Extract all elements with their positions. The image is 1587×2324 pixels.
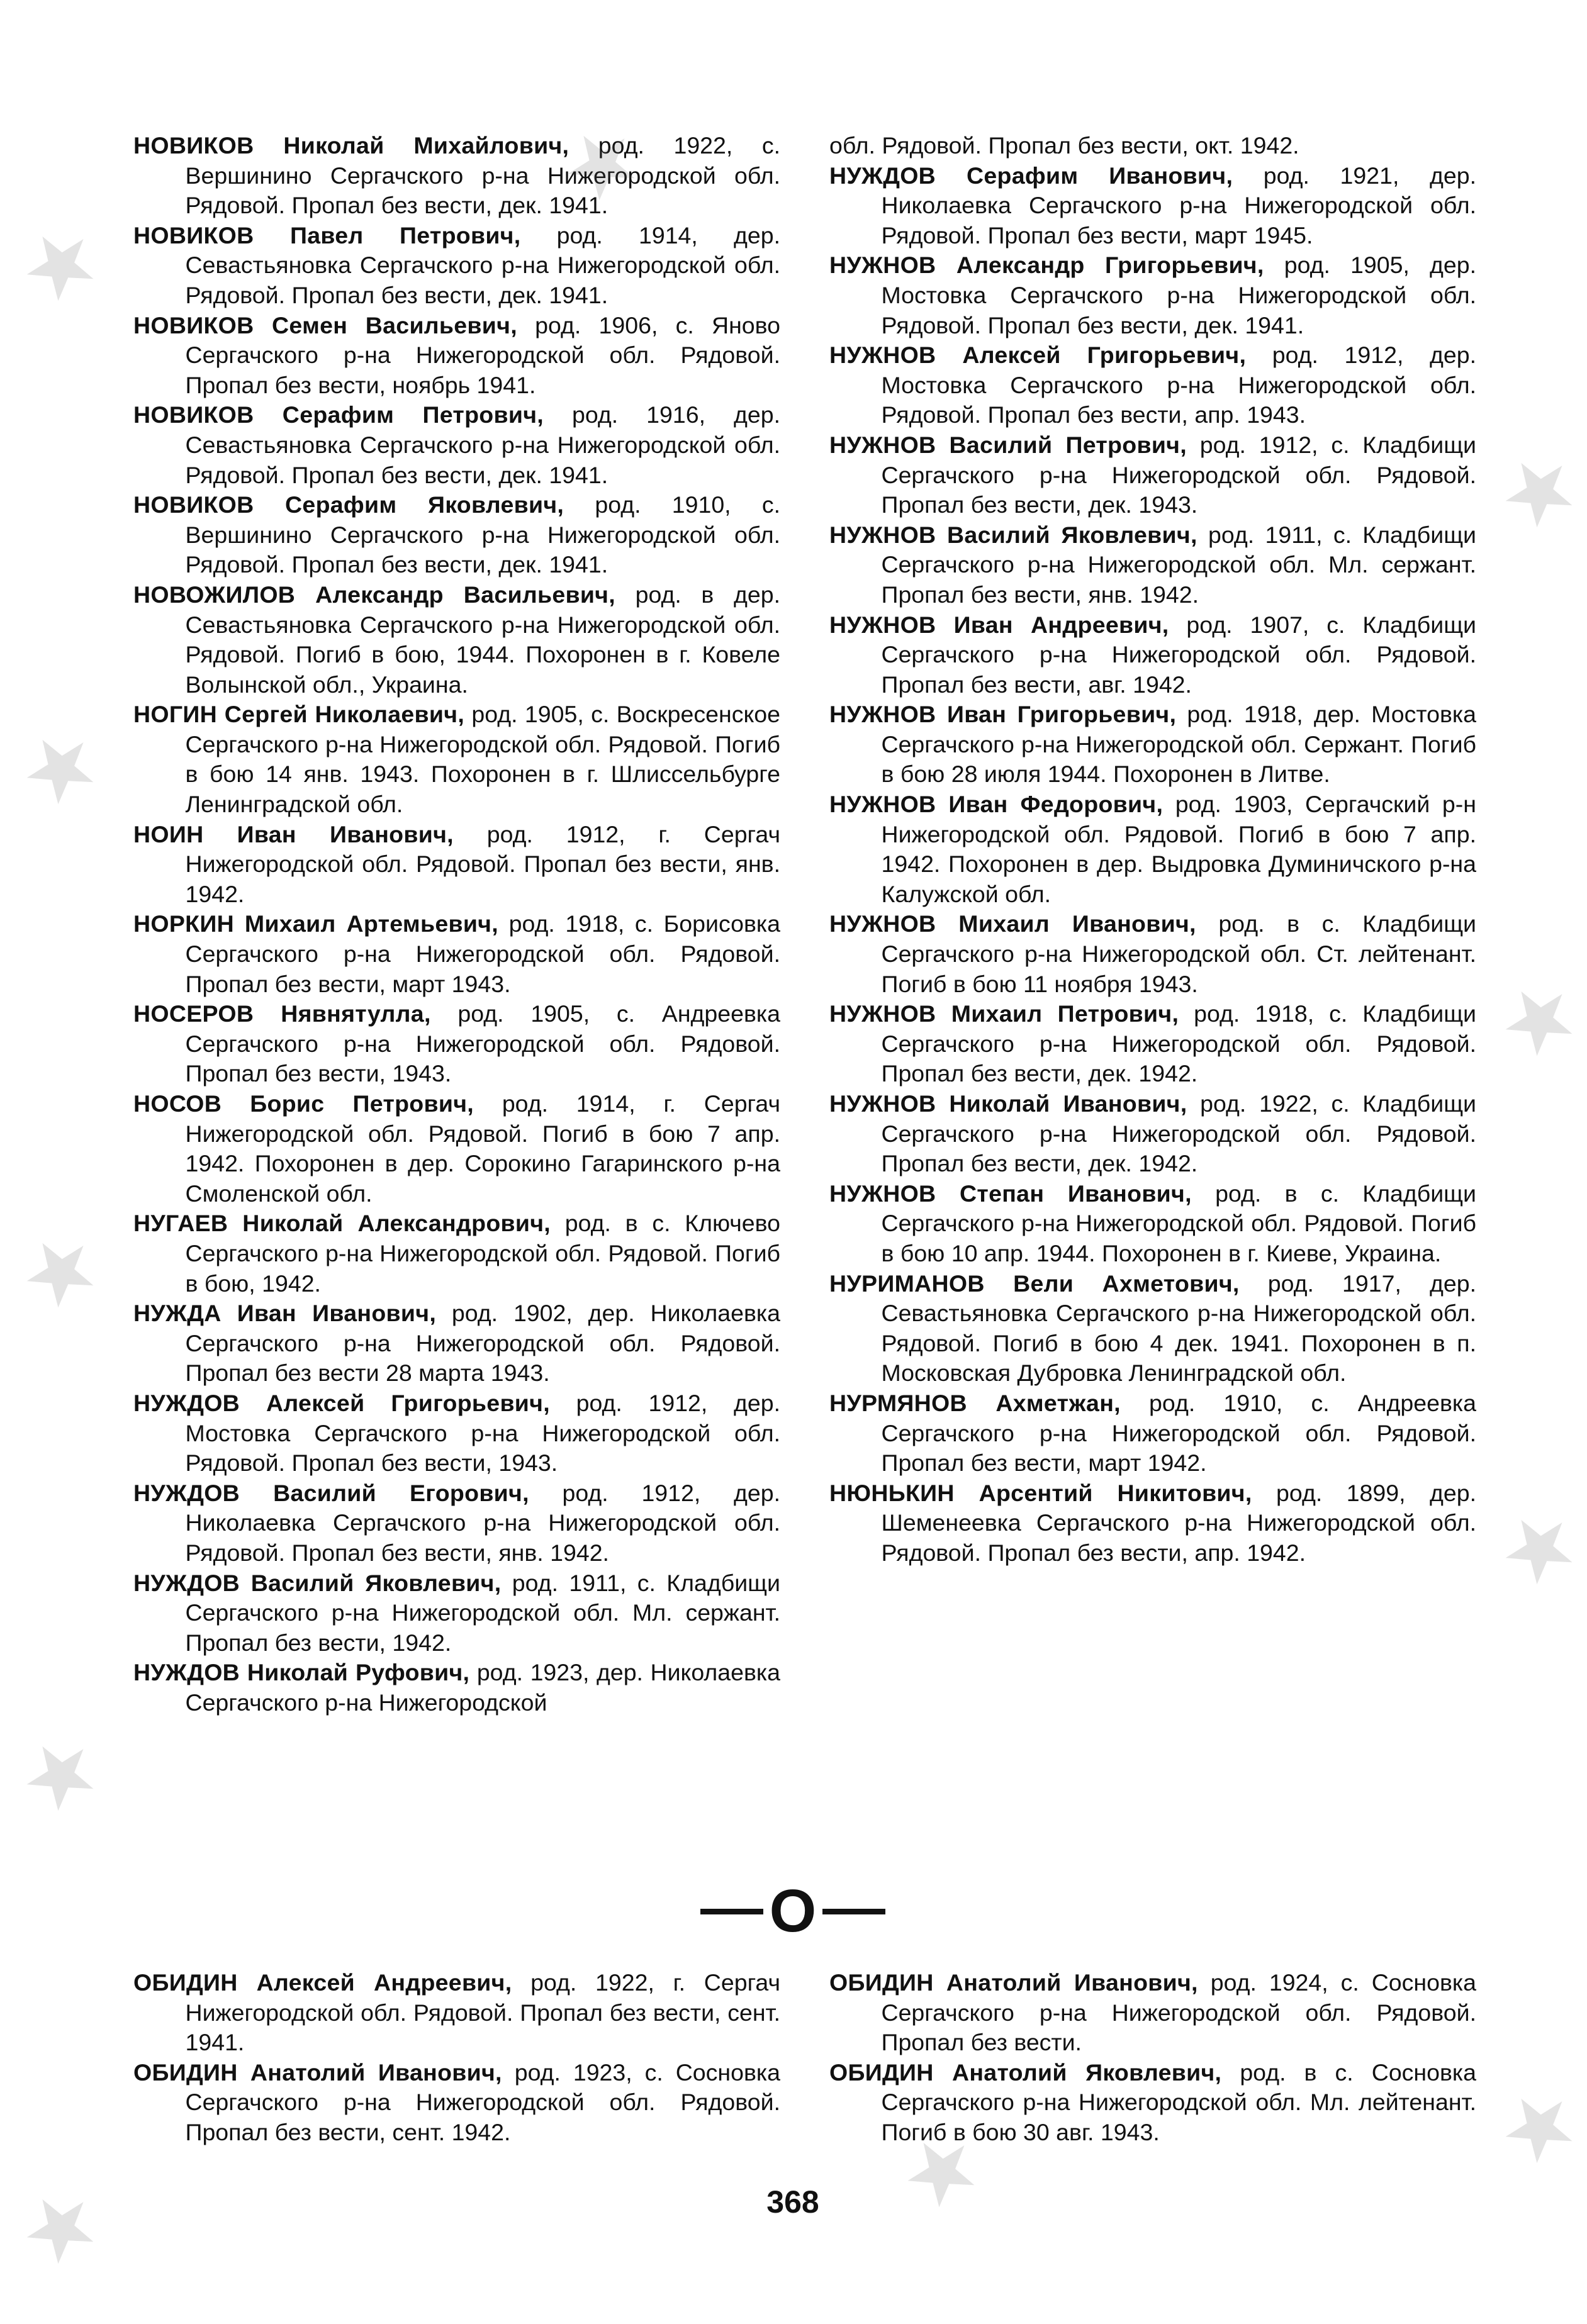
entry xyxy=(829,430,1476,520)
entry xyxy=(133,700,780,819)
entry-details: род. 1910, с. Андреевка Сергачского р-на Нижегородской обл. Рядовой. Пропал без вести, март 1942. xyxy=(881,1389,1476,1477)
entry-name: НУЖНОВ Александр Григорьевич, xyxy=(829,252,1264,279)
entry xyxy=(829,1179,1476,1269)
entry-details: род. 1917, дер. Севастьяновка Сергачского р-на Нижегородской обл. Рядовой. Погиб в бою 4 дек. 1941. Похоронен в п. Московская Дубровка Ленинградской обл. xyxy=(881,1270,1476,1387)
entry-details: род. 1918, дер. Мостовка Сергачского р-на Нижегородской обл. Сержант. Погиб в бою 28 июля 1944. Похоронен в Литве. xyxy=(881,701,1476,788)
entry-name: НУЖДОВ Василий Яковлевич, xyxy=(133,1569,502,1596)
entry-details: род. 1911, с. Кладбищи Сергачского р-на Нижегородской обл. Мл. сержант. Пропал без вести, 1942. xyxy=(185,1569,780,1656)
entry xyxy=(133,131,780,221)
entry-details: род. 1923, дер. Николаевка Сергачского р-на Нижегородской xyxy=(185,1659,781,1716)
entry xyxy=(829,1089,1476,1179)
watermark-star-logo-icon xyxy=(0,710,120,824)
entry-details: род. 1912, с. Кладбищи Сергачского р-на Нижегородской обл. Рядовой. Пропал без вести, дек. 1943. xyxy=(881,431,1476,518)
entry xyxy=(133,580,780,700)
entry-details: род. 1923, с. Сосновка Сергачского р-на Нижегородской обл. Рядовой. Пропал без вести, сент. 1942. xyxy=(185,2059,780,2145)
entry xyxy=(829,1388,1476,1478)
entry-name: НУЖНОВ Степан Иванович, xyxy=(829,1180,1192,1207)
entry xyxy=(829,909,1476,999)
entry-details: род. 1912, дер. Николаевка Сергачского р-на Нижегородской обл. Рядовой. Пропал без вести, янв. 1942. xyxy=(185,1479,781,1566)
entry-name: НОВОЖИЛОВ Александр Васильевич, xyxy=(133,581,615,608)
column-left-top xyxy=(133,131,780,1718)
watermark-star-logo-icon xyxy=(1479,2069,1587,2183)
entry-name: НУЖНОВ Иван Федорович, xyxy=(829,791,1164,818)
entry-name: НУГАЕВ Николай Александрович, xyxy=(133,1210,551,1237)
entry-details: род. 1912, г. Сергач Нижегородской обл. Рядовой. Пропал без вести, янв. 1942. xyxy=(185,820,780,907)
entry xyxy=(829,131,1476,161)
entry-details: род. 1899, дер. Шеменеевка Сергачского р-на Нижегородской обл. Рядовой. Пропал без вести, апр. 1942. xyxy=(881,1479,1477,1566)
entry-details: род. 1910, с. Вершинино Сергачского р-на Нижегородской обл. Рядовой. Пропал без вести, дек. 1941. xyxy=(185,491,780,578)
entry-details: род. 1907, с. Кладбищи Сергачского р-на Нижегородской обл. Рядовой. Пропал без вести, авг. 1942. xyxy=(881,611,1477,698)
entry-details: род. в с. Кладбищи Сергачского р-на Нижегородской обл. Рядовой. Погиб в бою 10 апр. 1944. Похоронен в г. Киеве, Украина. xyxy=(881,1180,1476,1266)
entry-details: род. в с. Кладбищи Сергачского р-на Нижегородской обл. Ст. лейтенант. Погиб в бою 11 ноября 1943. xyxy=(881,910,1476,997)
watermark-star-logo-icon xyxy=(1479,962,1587,1076)
entry-name: НУЖНОВ Михаил Петрович, xyxy=(829,1000,1179,1027)
column-right-bottom xyxy=(829,1968,1476,2148)
entry-details: род. 1922, г. Сергач Нижегородской обл. Рядовой. Пропал без вести, сент. 1941. xyxy=(185,1969,780,2056)
watermark-star-logo-icon xyxy=(0,207,120,321)
entry-details: род. в с. Сосновка Сергачского р-на Нижегородской обл. Мл. лейтенант. Погиб в бою 30 авг. 1943. xyxy=(881,2059,1476,2145)
entry-details: род. 1912, дер. Мостовка Сергачского р-на Нижегородской обл. Рядовой. Пропал без вести, 1943. xyxy=(185,1389,780,1477)
entry xyxy=(829,610,1476,700)
entry-name: НУЖНОВ Иван Григорьевич, xyxy=(829,701,1177,728)
entry xyxy=(829,700,1476,790)
entry-name: НОВИКОВ Серафим Петрович, xyxy=(133,401,544,428)
entry-name: НУЖНОВ Василий Петрович, xyxy=(829,431,1187,458)
entry-details: род. 1924, с. Сосновка Сергачского р-на Нижегородской обл. Рядовой. Пропал без вести. xyxy=(881,1969,1476,2056)
entry-details: род. 1906, с. Яново Сергачского р-на Нижегородской обл. Рядовой. Пропал без вести, ноябрь 1941. xyxy=(185,311,780,398)
section-letter: О xyxy=(769,1877,817,1945)
entry xyxy=(133,1388,780,1478)
entry-details: род. 1916, дер. Севастьяновка Сергачского р-на Нижегородской обл. Рядовой. Пропал без вести, дек. 1941. xyxy=(185,401,781,488)
watermark-star-logo-icon xyxy=(0,1214,120,1327)
entry xyxy=(829,1968,1476,2058)
entry-name: ОБИДИН Анатолий Иванович, xyxy=(829,1969,1198,1996)
entry-name: НОСОВ Борис Петрович, xyxy=(133,1090,474,1117)
entry-details: род. 1918, с. Борисовка Сергачского р-на Нижегородской обл. Рядовой. Пропал без вести, март 1943. xyxy=(185,910,780,997)
entry-details: род. 1905, с. Воскресенское Сергачского р-на Нижегородской обл. Рядовой. Погиб в бою 14 янв. 1943. Похоронен в г. Шлиссельбурге Ленинградской обл. xyxy=(185,701,780,818)
entry xyxy=(829,340,1476,430)
entry-name: НУЖНОВ Николай Иванович, xyxy=(829,1090,1187,1117)
entry-name: НОРКИН Михаил Артемьевич, xyxy=(133,910,498,937)
entry-details: род. 1903, Сергачский р-н Нижегородской обл. Рядовой. Погиб в бою 7 апр. 1942. Похоронен в дер. Выдровка Думиничского р-на Калужской обл. xyxy=(881,791,1476,907)
entry-name: НУЖНОВ Михаил Иванович, xyxy=(829,910,1196,937)
entry-name: НОГИН Сергей Николаевич, xyxy=(133,701,465,728)
entry xyxy=(133,2058,780,2148)
entry-details: род. 1921, дер. Николаевка Сергачского р-на Нижегородской обл. Рядовой. Пропал без вести, март 1945. xyxy=(881,162,1476,249)
entry-name: НОВИКОВ Серафим Яковлевич, xyxy=(133,491,564,518)
entry-details: род. 1922, с. Вершинино Сергачского р-на Нижегородской обл. Рядовой. Пропал без вести, дек. 1941. xyxy=(185,132,780,219)
entry-name: НУРИМАНОВ Вели Ахметович, xyxy=(829,1270,1240,1297)
entry xyxy=(829,520,1476,610)
entry-name: НУЖДОВ Серафим Иванович, xyxy=(829,162,1233,189)
entry xyxy=(133,311,780,401)
column-right-top xyxy=(829,131,1476,1568)
entry xyxy=(829,999,1476,1089)
column-left-bottom xyxy=(133,1968,780,2148)
entry-name: НУЖНОВ Алексей Григорьевич, xyxy=(829,342,1247,369)
entry-name: НЮНЬКИН Арсентий Никитович, xyxy=(829,1479,1252,1506)
entry xyxy=(829,790,1476,909)
divider-dash-right xyxy=(822,1909,885,1914)
watermark-star-logo-icon xyxy=(1479,1490,1587,1604)
entry xyxy=(133,1299,780,1388)
entry-details: род. 1914, дер. Севастьяновка Сергачского р-на Нижегородской обл. Рядовой. Пропал без вести, дек. 1941. xyxy=(185,221,781,308)
entry-name: НУЖДОВ Алексей Григорьевич, xyxy=(133,1389,550,1416)
entry xyxy=(829,250,1476,340)
entry-details: род. 1902, дер. Николаевка Сергачского р-на Нижегородской обл. Рядовой. Пропал без вести 28 марта 1943. xyxy=(185,1300,780,1387)
entry-details: род. 1905, дер. Мостовка Сергачского р-на Нижегородской обл. Рядовой. Пропал без вести, дек. 1941. xyxy=(881,252,1477,338)
entry xyxy=(133,909,780,999)
entry xyxy=(133,1968,780,2058)
entry-details: род. в дер. Севастьяновка Сергачского р-на Нижегородской обл. Рядовой. Погиб в бою, 1944. Похоронен в г. Ковеле Волынской обл., Украина. xyxy=(185,581,780,698)
page-number: 368 xyxy=(766,2184,819,2220)
entry xyxy=(829,2058,1476,2148)
entry-name: НУРМЯНОВ Ахметжан, xyxy=(829,1389,1121,1416)
entry xyxy=(829,161,1476,251)
entry-name: НОИН Иван Иванович, xyxy=(133,820,454,847)
entry-name: НУЖДОВ Николай Руфович, xyxy=(133,1659,470,1686)
entry-name: НУЖНОВ Иван Андреевич, xyxy=(829,611,1169,638)
entry-details: обл. Рядовой. Пропал без вести, окт. 1942. xyxy=(829,132,1299,159)
entry xyxy=(133,400,780,490)
entry-name: НУЖДОВ Василий Егорович, xyxy=(133,1479,529,1506)
entry-name: ОБИДИН Алексей Андреевич, xyxy=(133,1969,512,1996)
entry-name: НОВИКОВ Николай Михайлович, xyxy=(133,132,569,159)
entry-name: НУЖДА Иван Иванович, xyxy=(133,1300,437,1327)
watermark-star-logo-icon xyxy=(0,1717,120,1831)
watermark-star-logo-icon xyxy=(1479,433,1587,547)
entry-details: род. 1914, г. Сергач Нижегородской обл. Рядовой. Погиб в бою 7 апр. 1942. Похоронен в дер. Сорокино Гагаринского р-на Смоленской обл. xyxy=(185,1090,780,1207)
entry xyxy=(133,1568,780,1658)
entry xyxy=(133,490,780,580)
entry xyxy=(133,1478,780,1568)
entry-name: НОВИКОВ Павел Петрович, xyxy=(133,221,521,249)
entry xyxy=(133,820,780,910)
divider-dash-left xyxy=(700,1909,763,1914)
entry xyxy=(133,1089,780,1209)
entry-name: НОСЕРОВ Нявнятулла, xyxy=(133,1000,431,1027)
entry xyxy=(133,221,780,311)
watermark-star-logo-icon xyxy=(0,2170,120,2284)
entry xyxy=(133,1658,780,1718)
entry-details: род. 1912, дер. Мостовка Сергачского р-на Нижегородской обл. Рядовой. Пропал без вести, апр. 1943. xyxy=(881,342,1477,428)
entry-name: ОБИДИН Анатолий Яковлевич, xyxy=(829,2059,1222,2086)
entry-name: НУЖНОВ Василий Яковлевич, xyxy=(829,521,1197,548)
entry xyxy=(133,1209,780,1299)
entry-details: род. 1905, с. Андреевка Сергачского р-на Нижегородской обл. Рядовой. Пропал без вести, 1943. xyxy=(185,1000,780,1087)
entry xyxy=(829,1478,1476,1568)
entry-details: род. 1918, с. Кладбищи Сергачского р-на Нижегородской обл. Рядовой. Пропал без вести, дек. 1942. xyxy=(881,1000,1476,1087)
section-letter-divider xyxy=(698,1877,887,1945)
entry xyxy=(829,1269,1476,1388)
entry-name: ОБИДИН Анатолий Иванович, xyxy=(133,2059,502,2086)
entry-name: НОВИКОВ Семен Васильевич, xyxy=(133,311,517,338)
entry-details: род. в с. Ключево Сергачского р-на Нижегородской обл. Рядовой. Погиб в бою, 1942. xyxy=(185,1210,780,1297)
entry xyxy=(133,999,780,1089)
entry-details: род. 1922, с. Кладбищи Сергачского р-на Нижегородской обл. Рядовой. Пропал без вести, дек. 1942. xyxy=(881,1090,1476,1177)
entry-details: род. 1911, с. Кладбищи Сергачского р-на Нижегородской обл. Мл. сержант. Пропал без вести, янв. 1942. xyxy=(881,521,1476,608)
